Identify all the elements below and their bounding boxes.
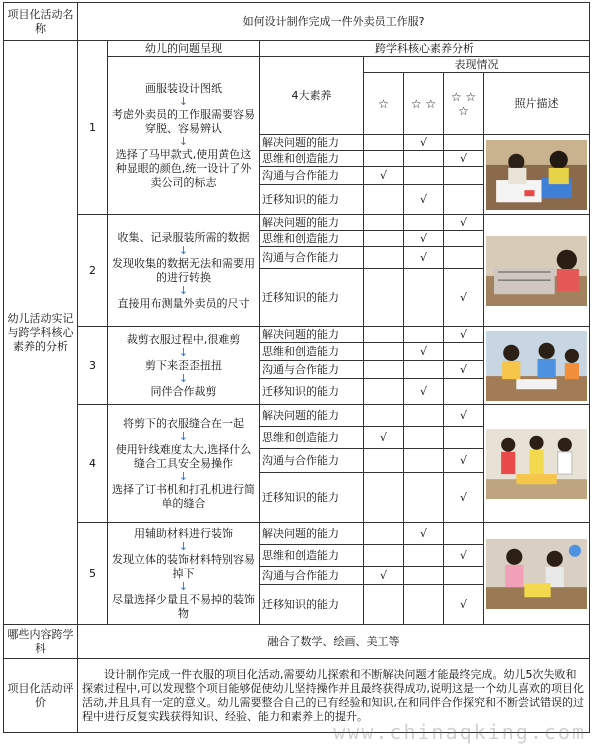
skill-name: 迁移知识的能力 [260,185,364,215]
rating-cell [364,379,404,405]
arrow-down-icon: ↓ [178,134,189,148]
rating-cell [364,361,404,379]
arrow-down-icon: ↓ [178,539,189,553]
skill-name: 解决问题的能力 [260,135,364,151]
check-mark-icon: √ [419,135,427,149]
problem-steps [108,215,260,327]
skill-name: 解决问题的能力 [260,327,364,343]
evaluation-table [3,2,590,733]
rating-cell [364,449,404,473]
check-mark-icon: √ [419,344,427,358]
rating-cell [444,361,484,379]
problem-step: 将剪下的衣服缝合在一起 [123,416,244,430]
rating-cell [364,135,404,151]
skill-name: 迁移知识的能力 [260,379,364,405]
row-number: 3 [78,327,108,405]
rating-cell [444,327,484,343]
rating-cell [404,449,444,473]
activity-name-label: 项目化活动名称 [4,3,78,41]
watermark: www.chinaqking.com [333,720,586,744]
activity-photo [484,215,590,327]
arrow-down-icon: ↓ [178,345,189,359]
arrow-down-icon: ↓ [178,371,189,385]
activity-photo [484,327,590,405]
check-mark-icon: √ [379,430,387,444]
rating-cell [364,151,404,167]
arrow-down-icon: ↓ [178,429,189,443]
skill-name: 解决问题的能力 [260,523,364,545]
problem-step: 收集、记录服装所需的数据 [117,230,250,244]
rating-cell [444,167,484,185]
rating-cell [444,151,484,167]
rating-cell [364,545,404,567]
rating-cell [404,135,444,151]
skill-name: 沟通与合作能力 [260,567,364,585]
check-mark-icon: √ [459,408,467,422]
problem-step: 用辅助材料进行装饰 [134,526,233,540]
rating-cell [444,269,484,327]
problem-step: 选择了订书机和打孔机进行简单的缝合 [112,482,255,510]
rating-cell [404,167,444,185]
skill-name: 沟通与合作能力 [260,167,364,185]
row-number: 1 [78,41,108,215]
rating-cell [364,185,404,215]
star-3-header: ☆ ☆ ☆ [444,73,484,135]
rating-cell [404,231,444,247]
rating-cell [364,405,404,427]
rating-cell [364,585,404,625]
rating-cell [444,523,484,545]
activity-name: 如何设计制作完成一件外卖员工作服? [78,3,590,41]
problem-steps [108,405,260,523]
check-mark-icon: √ [459,151,467,165]
check-mark-icon: √ [419,250,427,264]
problem-steps [108,57,260,215]
rating-cell [444,449,484,473]
check-mark-icon: √ [459,548,467,562]
problem-steps [108,327,260,405]
rating-cell [404,269,444,327]
rating-cell [444,379,484,405]
skill-name: 迁移知识的能力 [260,473,364,523]
problem-step: 直接用布测量外卖员的尺寸 [117,296,250,310]
problem-step: 发现立体的装饰材料特别容易掉下 [112,552,255,580]
rating-cell [404,379,444,405]
interdisciplinary-value: 融合了数学、绘画、美工等 [78,625,590,659]
rating-cell [404,585,444,625]
activity-photo [484,523,590,625]
rating-cell [404,215,444,231]
arrow-down-icon: ↓ [178,283,189,297]
evaluation-text: 设计制作完成一件衣服的项目化活动,需要幼儿探索和不断解决问题才能最终完成。幼儿5次失败和探索过程中,可以发现整个项目能够促使幼儿坚持操作并且最终获得成功,说明这是一个幼儿喜欢的项目化活动,并且具有一定的意义。幼儿需要整合自己的已有经验和知识,在和同伴合作探究和不断尝试错误的过程中进行反复实践获得知识、经验、能力和素养上的提升。 [78,659,590,733]
problem-step: 尽量选择少量且不易掉的装饰物 [112,592,255,620]
check-mark-icon: √ [379,568,387,582]
col-problem: 幼儿的问题呈现 [108,41,260,57]
rating-cell [364,523,404,545]
check-mark-icon: √ [419,384,427,398]
rating-cell [404,247,444,269]
rating-cell [364,343,404,361]
rating-cell [404,185,444,215]
problem-step: 考虑外卖员的工作服需要容易穿脱、容易辨认 [112,107,255,135]
rating-cell [444,135,484,151]
check-mark-icon: √ [459,490,467,504]
rating-cell [444,567,484,585]
rating-cell [404,327,444,343]
check-mark-icon: √ [459,362,467,376]
rating-cell [444,343,484,361]
rating-cell [404,523,444,545]
rating-cell [444,185,484,215]
arrow-down-icon: ↓ [178,579,189,593]
rating-cell [444,473,484,523]
skill-name: 思维和创造能力 [260,231,364,247]
left-section-label: 幼儿活动实记与跨学科核心素养的分析 [4,41,78,625]
check-mark-icon: √ [379,168,387,182]
skill-name: 思维和创造能力 [260,545,364,567]
check-mark-icon: √ [459,215,467,229]
star-1-header: ☆ [364,73,404,135]
problem-step: 选择了马甲款式,使用黄色这种显眼的颜色,统一设计了外卖公司的标志 [115,147,252,189]
skill-name: 思维和创造能力 [260,427,364,449]
problem-step: 画服装设计图纸 [145,81,222,95]
rating-cell [404,151,444,167]
rating-cell [404,427,444,449]
row-number: 4 [78,405,108,523]
rating-cell [444,215,484,231]
rating-cell [364,567,404,585]
evaluation-label: 项目化活动评价 [4,659,78,733]
rating-cell [444,585,484,625]
col-analysis: 跨学科核心素养分析 [260,41,590,57]
rating-cell [404,473,444,523]
problem-step: 使用针线难度太大,选择什么缝合工具安全易操作 [115,442,252,470]
rating-cell [444,545,484,567]
rating-cell [364,247,404,269]
rating-cell [364,473,404,523]
check-mark-icon: √ [419,526,427,540]
rating-cell [404,343,444,361]
rating-cell [444,405,484,427]
rating-cell [364,167,404,185]
rating-cell [404,405,444,427]
rating-cell [404,567,444,585]
problem-steps [108,523,260,625]
skill-name: 沟通与合作能力 [260,247,364,269]
rating-cell [404,361,444,379]
star-2-header: ☆ ☆ [404,73,444,135]
arrow-down-icon: ↓ [178,469,189,483]
problem-step: 剪下来歪歪扭扭 [145,358,222,372]
rating-cell [364,269,404,327]
skill-name: 思维和创造能力 [260,151,364,167]
rating-cell [404,545,444,567]
problem-step: 裁剪衣服过程中,很难剪 [126,332,241,346]
rating-cell [364,231,404,247]
col-performance: 表现情况 [364,57,590,73]
rating-cell [364,427,404,449]
arrow-down-icon: ↓ [178,94,189,108]
arrow-down-icon: ↓ [178,243,189,257]
interdisciplinary-label: 哪些内容跨学科 [4,625,78,659]
rating-cell [364,215,404,231]
rating-cell [364,327,404,343]
activity-photo [484,135,590,215]
skill-name: 沟通与合作能力 [260,449,364,473]
rating-cell [444,231,484,247]
check-mark-icon: √ [419,192,427,206]
problem-step: 同伴合作裁剪 [150,384,217,398]
col-photo: 照片描述 [484,73,590,135]
skill-name: 思维和创造能力 [260,343,364,361]
skill-name: 迁移知识的能力 [260,269,364,327]
rating-cell [444,427,484,449]
check-mark-icon: √ [419,231,427,245]
row-number: 5 [78,523,108,625]
skill-name: 解决问题的能力 [260,215,364,231]
row-number: 2 [78,215,108,327]
check-mark-icon: √ [459,327,467,341]
col-four-qualities: 4大素养 [260,57,364,135]
skill-name: 迁移知识的能力 [260,585,364,625]
check-mark-icon: √ [459,597,467,611]
skill-name: 解决问题的能力 [260,405,364,427]
check-mark-icon: √ [459,453,467,467]
problem-step: 发现收集的数据无法和需要用的进行转换 [112,256,255,284]
rating-cell [444,247,484,269]
skill-name: 沟通与合作能力 [260,361,364,379]
activity-photo [484,405,590,523]
check-mark-icon: √ [459,290,467,304]
